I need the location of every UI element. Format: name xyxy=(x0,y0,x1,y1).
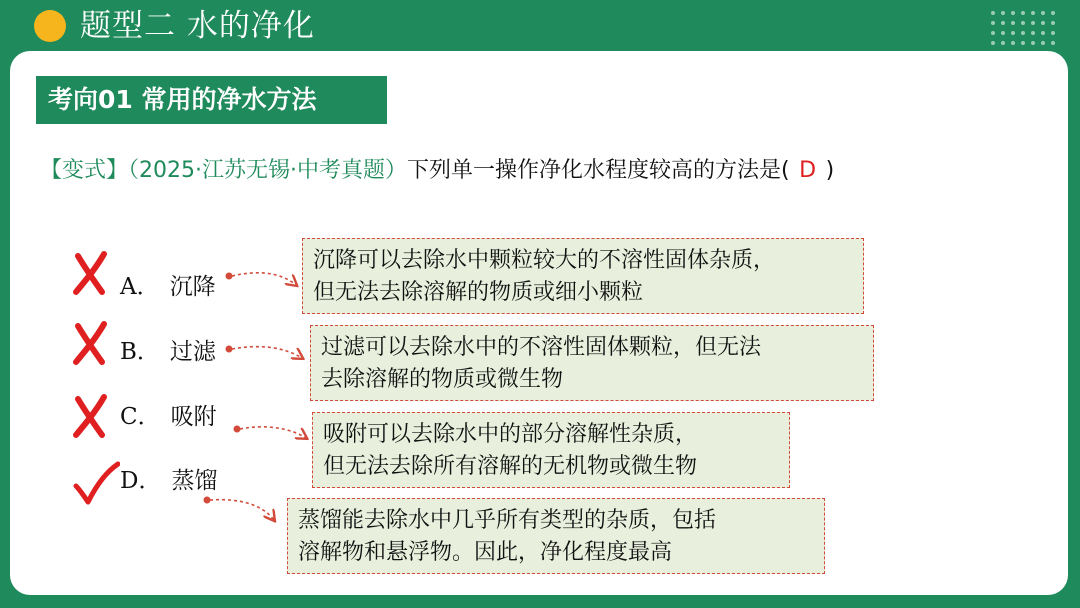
question-close: ) xyxy=(825,158,835,183)
explanation-line: 去除溶解的物质或微生物 xyxy=(321,367,564,392)
option-letter: A． xyxy=(120,274,160,300)
explanation-line: 过滤可以去除水中的不溶性固体颗粒，但无法 xyxy=(321,335,762,360)
explanation-box-b xyxy=(310,325,874,401)
question-answer: D xyxy=(799,158,817,183)
explanation-line: 但无法去除溶解的物质或细小颗粒 xyxy=(313,280,644,305)
header-bullet-icon xyxy=(34,10,66,42)
cross-mark-icon xyxy=(70,320,110,366)
explanation-line: 但无法去除所有溶解的无机物或微生物 xyxy=(323,454,698,479)
option-letter: C． xyxy=(120,404,161,430)
explanation-line: 吸附可以去除水中的部分溶解性杂质， xyxy=(323,422,698,447)
option-letter: D． xyxy=(120,468,162,494)
check-mark-icon xyxy=(72,460,120,506)
question-source: （2025·江苏无锡·中考真题） xyxy=(128,158,407,183)
option-text: 过滤 xyxy=(169,339,216,365)
option-d xyxy=(120,462,217,495)
question xyxy=(40,153,1060,189)
option-c xyxy=(120,398,217,431)
option-text: 吸附 xyxy=(170,404,217,430)
explanation-box-a xyxy=(302,238,864,314)
cross-mark-icon xyxy=(70,393,110,439)
explanation-line: 沉降可以去除水中颗粒较大的不溶性固体杂质， xyxy=(313,248,776,273)
decorative-dot-grid-icon xyxy=(988,8,1058,48)
option-text: 沉降 xyxy=(169,274,216,300)
cross-mark-icon xyxy=(70,250,110,296)
header-title: 题型二 水的净化 xyxy=(80,8,315,44)
question-stem: 下列单一操作净化水程度较高的方法是( xyxy=(407,158,790,183)
explanation-line: 溶解物和悬浮物。因此，净化程度最高 xyxy=(298,540,673,565)
explanation-box-d xyxy=(287,498,825,574)
question-tag: 【变式】 xyxy=(40,158,129,183)
option-a xyxy=(120,268,216,301)
option-b xyxy=(120,333,216,366)
option-text: 蒸馏 xyxy=(171,468,218,494)
explanation-box-c xyxy=(312,412,790,488)
option-letter: B． xyxy=(120,339,160,365)
explanation-line: 蒸馏能去除水中几乎所有类型的杂质，包括 xyxy=(298,508,717,533)
section-label: 考向01 常用的净水方法 xyxy=(36,76,387,124)
